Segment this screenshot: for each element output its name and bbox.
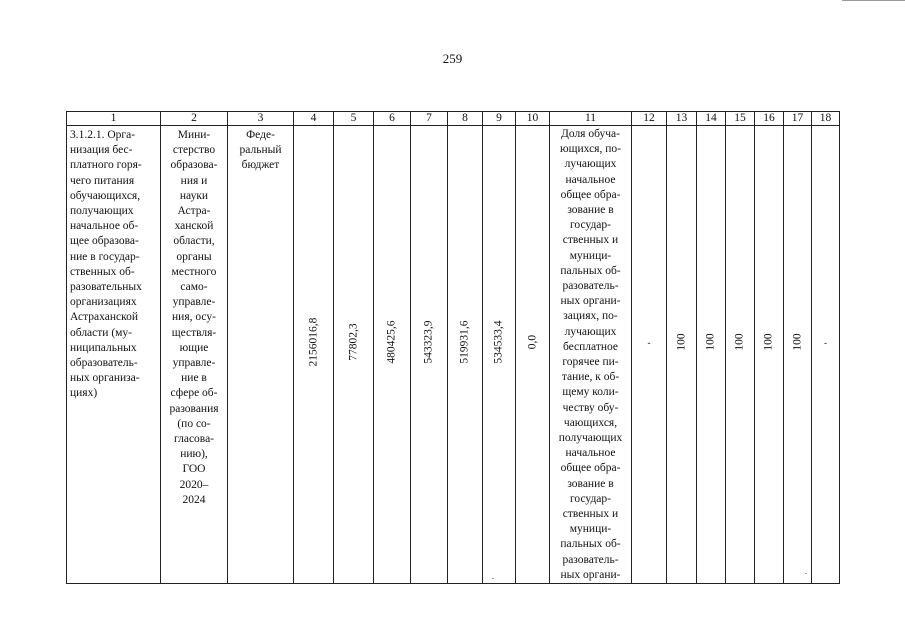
table-row — [67, 126, 840, 584]
text-line: ющие — [179, 341, 209, 354]
text-line: 3.1.2.1. Орга- — [70, 129, 136, 141]
text-line: стерство — [172, 144, 216, 157]
text-line: ственных и — [562, 234, 619, 247]
text-line: организациях — [70, 296, 137, 309]
text-line: честву обу- — [562, 401, 619, 414]
program-table — [66, 111, 840, 584]
text-line: общее обра- — [560, 462, 621, 475]
text-line: (по со- — [177, 417, 211, 430]
text-line: ниципальных — [70, 341, 137, 354]
text-line: пальных об- — [560, 538, 621, 551]
cell-value: - — [824, 337, 827, 348]
cell-value: 100 — [762, 333, 775, 351]
header-cell: 10 — [516, 112, 550, 126]
total-amount-cell — [294, 126, 334, 584]
text-line: области, — [173, 235, 215, 248]
text-line: ных органи- — [560, 568, 621, 581]
cell-value: 0,0 — [525, 334, 538, 350]
scan-speck — [492, 578, 494, 579]
amount-cell — [374, 126, 411, 584]
header-cell: 14 — [697, 112, 726, 126]
header-cell: 16 — [755, 112, 784, 126]
cell-value: 480425,6 — [385, 320, 398, 364]
cell-value: 2156016,8 — [306, 317, 319, 367]
text-line: ния и — [180, 174, 208, 187]
text-line: начальное об- — [70, 220, 139, 233]
text-line: нию), — [180, 448, 208, 461]
text-line: ющихся, по- — [560, 143, 621, 156]
text-line: обучающихся, — [70, 189, 141, 202]
cell-value: 100 — [704, 333, 717, 351]
text-line: Феде- — [246, 129, 275, 141]
activity-description-cell — [67, 126, 161, 584]
header-cell: 13 — [667, 112, 697, 126]
header-cell: 9 — [483, 112, 516, 126]
text-line: Астраханской — [70, 311, 139, 324]
header-cell: 7 — [411, 112, 448, 126]
header-cell: 15 — [726, 112, 755, 126]
indicator-description-cell — [550, 126, 632, 584]
text-line: 2024 — [182, 493, 206, 506]
text-line: образова- — [170, 159, 218, 172]
indicator-value-cell — [632, 126, 667, 584]
responsible-executor-cell — [161, 126, 228, 584]
text-line: ных организа- — [70, 372, 140, 385]
text-line: само- — [180, 281, 208, 294]
funding-source-cell — [228, 126, 294, 584]
text-line: получающих — [558, 432, 623, 445]
header-cell: 6 — [374, 112, 411, 126]
indicator-value-cell — [784, 126, 812, 584]
cell-value: 519931,6 — [458, 320, 471, 364]
text-line: ния, осу- — [172, 311, 216, 324]
text-line: тание, к об- — [561, 371, 620, 384]
text-line: бюджет — [241, 159, 280, 172]
header-cell: 2 — [161, 112, 228, 126]
cell-value: 543323,9 — [422, 320, 435, 364]
text-line: ние в государ- — [70, 250, 140, 263]
text-line: зациях, по- — [563, 310, 618, 323]
amount-cell — [448, 126, 483, 584]
text-line: ральный — [239, 144, 282, 157]
cell-value: 77802,3 — [346, 323, 359, 361]
text-line: управле- — [172, 296, 216, 309]
text-line: ществля- — [171, 326, 217, 339]
header-cell: 4 — [294, 112, 334, 126]
indicator-value-cell — [726, 126, 755, 584]
text-line: начальное — [565, 173, 616, 186]
header-cell: 18 — [812, 112, 840, 126]
header-cell: 17 — [784, 112, 812, 126]
cell-value: 534533,4 — [492, 320, 505, 364]
text-line: местного — [171, 265, 217, 278]
text-line: начальное — [565, 447, 616, 460]
text-line: разования — [169, 402, 219, 415]
text-line: области (му- — [70, 326, 133, 339]
text-line: Астра- — [177, 205, 211, 218]
text-line: Мини- — [177, 129, 211, 141]
amount-cell — [483, 126, 516, 584]
text-line: зование в — [567, 477, 614, 490]
text-line: образователь- — [70, 357, 138, 370]
text-line: науки — [179, 189, 209, 202]
indicator-value-cell — [755, 126, 784, 584]
amount-cell — [411, 126, 448, 584]
text-line: щему коли- — [562, 386, 619, 399]
text-line: муници- — [569, 249, 612, 262]
scan-speck: . — [805, 566, 807, 576]
text-line: ственных об- — [70, 265, 135, 278]
text-line: зование в — [567, 204, 614, 217]
text-line: ГОО — [182, 463, 206, 476]
header-cell: 12 — [632, 112, 667, 126]
header-row — [67, 112, 840, 126]
cell-value: 100 — [790, 333, 803, 351]
text-line: бесплатное — [562, 340, 619, 353]
text-line: получающих — [70, 205, 134, 218]
text-line: разователь- — [562, 553, 619, 566]
indicator-value-cell — [667, 126, 697, 584]
indicator-value-cell — [812, 126, 840, 584]
text-line: щее образова- — [70, 235, 139, 248]
text-line: ственных и — [562, 508, 619, 521]
text-line: горячее пи- — [562, 356, 619, 369]
text-line: управле- — [172, 357, 216, 370]
text-line: пальных об- — [560, 264, 621, 277]
text-line: ние в — [181, 372, 207, 385]
text-line: лучающих — [564, 158, 617, 171]
text-line: государ- — [570, 219, 611, 232]
text-line: органы — [176, 250, 212, 263]
text-line: лучающих — [564, 325, 617, 338]
cell-value: - — [647, 337, 651, 348]
text-line: платного горя- — [70, 159, 142, 172]
text-line: чающихся, — [563, 416, 618, 429]
text-line: Доля обуча- — [561, 128, 620, 140]
text-line: разовательных — [70, 281, 142, 294]
header-cell: 1 — [67, 112, 161, 126]
page-number: 259 — [442, 51, 463, 66]
text-line: разователь- — [562, 280, 619, 293]
amount-cell — [334, 126, 374, 584]
amount-cell — [516, 126, 550, 584]
header-cell: 3 — [228, 112, 294, 126]
text-line: циях) — [70, 387, 98, 400]
cell-value: 100 — [733, 333, 746, 351]
text-line: чего питания — [70, 174, 135, 187]
header-cell: 5 — [334, 112, 374, 126]
text-line: ных органи- — [560, 295, 621, 308]
text-line: ханской — [174, 220, 214, 233]
header-cell: 11 — [550, 112, 632, 126]
indicator-value-cell — [697, 126, 726, 584]
header-cell: 8 — [448, 112, 483, 126]
text-line: государ- — [570, 492, 611, 505]
cell-value: 100 — [674, 333, 687, 351]
top-edge-line — [842, 0, 905, 1]
text-line: гласова- — [173, 433, 215, 446]
text-line: сфере об- — [170, 387, 218, 400]
text-line: 2020– — [179, 478, 209, 491]
text-line: низация бес- — [70, 144, 133, 157]
text-line: общее обра- — [560, 188, 621, 201]
text-line: муници- — [569, 523, 612, 536]
